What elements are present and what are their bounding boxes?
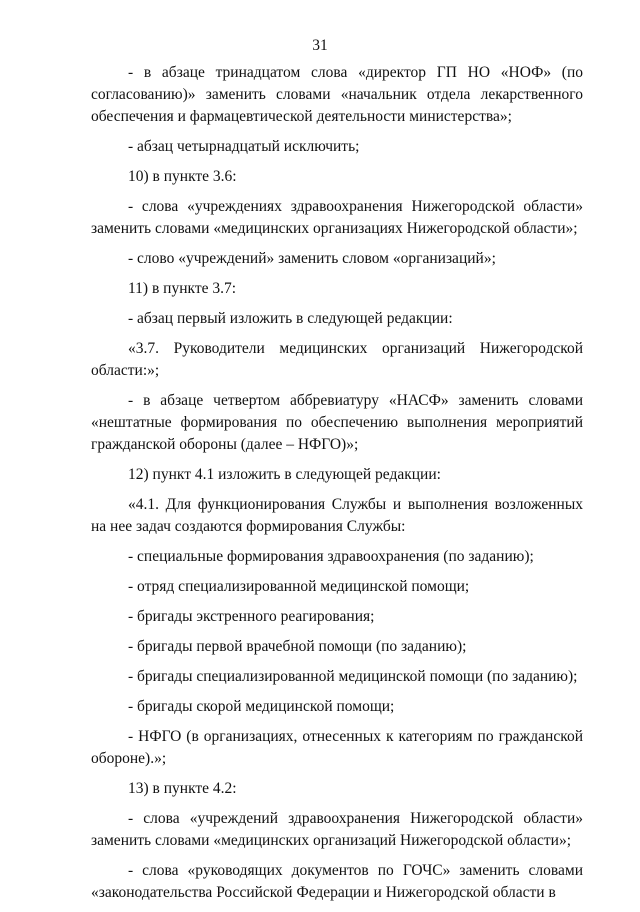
paragraph: «3.7. Руководители медицинских организаций Нижегородской области:»;: [91, 340, 583, 379]
paragraph: - специальные формирования здравоохранения (по заданию);: [128, 548, 534, 565]
paragraph: 10) в пункте 3.6:: [128, 168, 237, 185]
paragraph: - бригады специализированной медицинской помощи (по заданию);: [128, 668, 578, 685]
paragraph: «4.1. Для функционирования Службы и выполнения возложенных на нее задач создаются формирования Службы:: [91, 496, 583, 535]
paragraph: - слова «учреждений здравоохранения Нижегородской области» заменить словами «медицинских организаций Нижегородской области»;: [91, 810, 583, 849]
paragraph: - слова «руководящих документов по ГОЧС» заменить словами «законодательства Российской Федерации и Нижегородской области в: [91, 862, 583, 901]
paragraph: - отряд специализированной медицинской помощи;: [128, 578, 470, 595]
page-number: 31: [312, 37, 328, 54]
paragraph: - абзац четырнадцатый исключить;: [128, 138, 360, 155]
paragraph: - в абзаце тринадцатом слова «директор ГП НО «НОФ» (по согласованию)» заменить словами «начальник отдела лекарственного обеспечения и фармацевтической деятельности министерства»;: [91, 64, 583, 125]
paragraph: 13) в пункте 4.2:: [128, 780, 237, 797]
paragraph: - слова «учреждениях здравоохранения Нижегородской области» заменить словами «медицинских организациях Нижегородской области»;: [91, 198, 583, 237]
paragraph: - абзац первый изложить в следующей редакции:: [128, 310, 453, 327]
paragraph: - НФГО (в организациях, отнесенных к категориям по гражданской обороне).»;: [91, 728, 583, 767]
paragraph: - бригады первой врачебной помощи (по заданию);: [128, 638, 467, 655]
paragraph: - бригады скорой медицинской помощи;: [128, 698, 395, 715]
paragraph: 11) в пункте 3.7:: [128, 280, 237, 297]
paragraph: - в абзаце четвертом аббревиатуру «НАСФ» заменить словами «нештатные формирования по обеспечению выполнения мероприятий гражданской обороны (далее – НФГО)»;: [91, 392, 583, 453]
paragraph: 12) пункт 4.1 изложить в следующей редакции:: [128, 466, 441, 483]
document-body: [91, 62, 583, 912]
paragraph: - бригады экстренного реагирования;: [128, 608, 375, 625]
paragraph: - слово «учреждений» заменить словом «организаций»;: [128, 250, 496, 267]
